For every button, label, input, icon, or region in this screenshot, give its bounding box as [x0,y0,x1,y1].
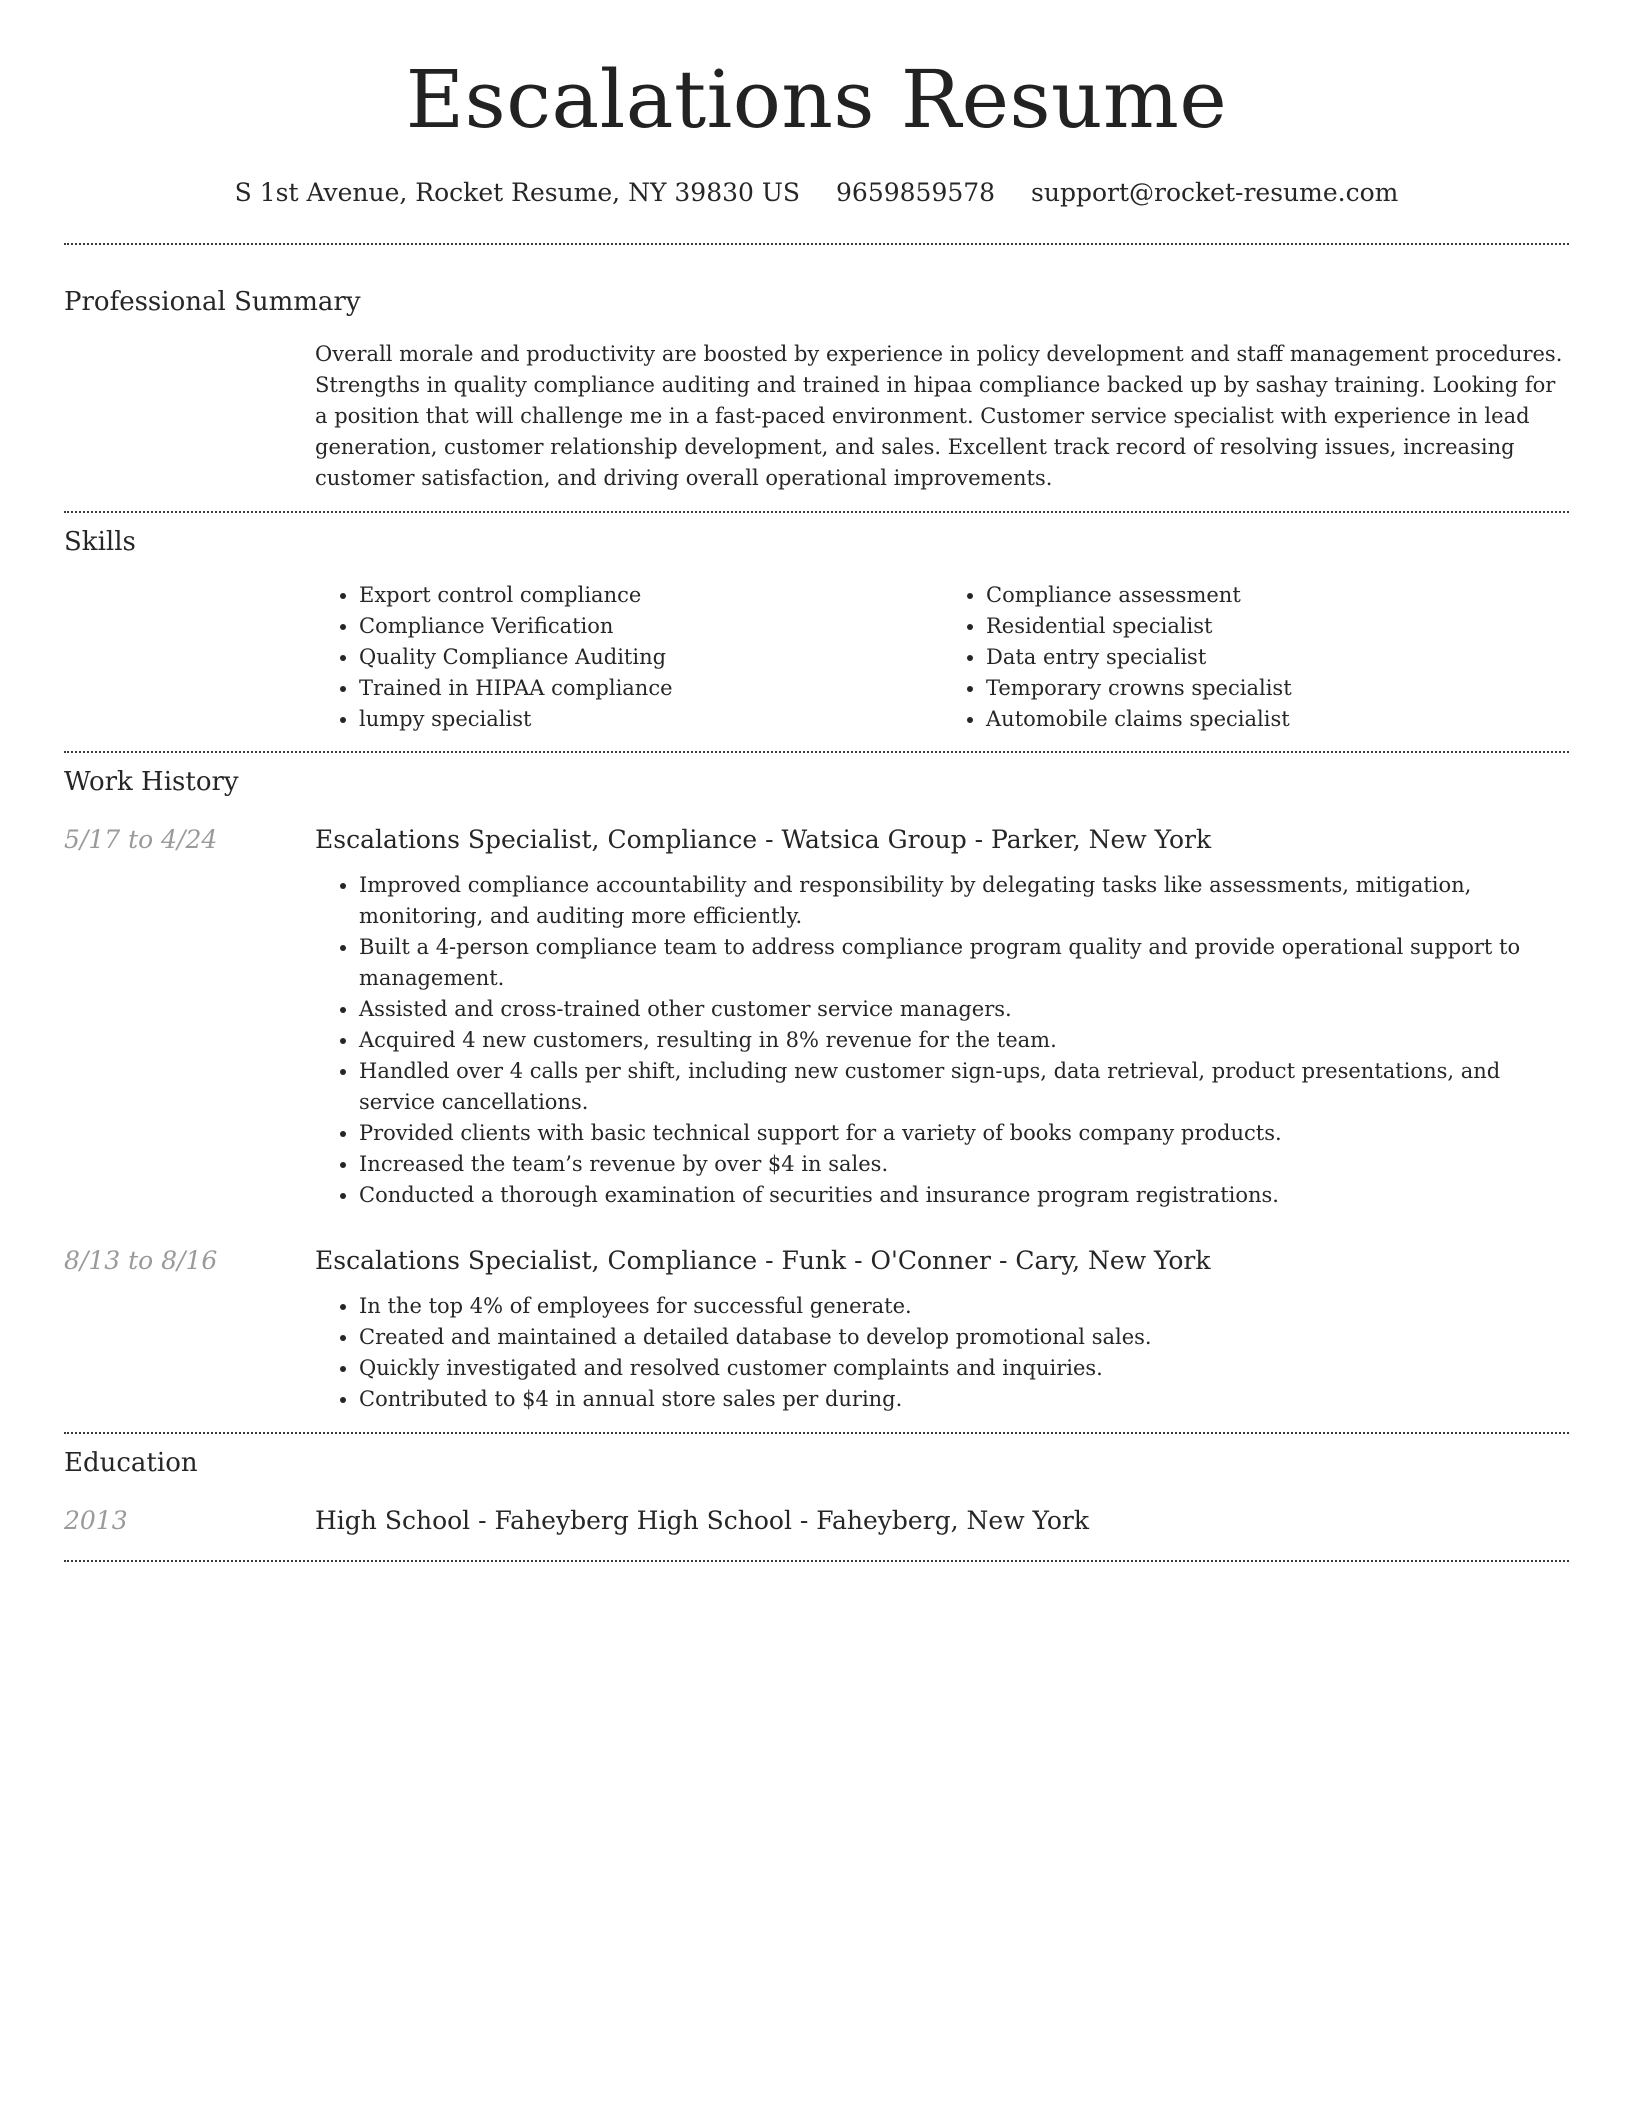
summary-text: Overall morale and productivity are boosted by experience in policy development and staff management procedures. Strengths in quality compliance auditing and trained in hipaa compliance backed up by sashay training. Looking for a position that will challenge me in a fast-paced environment. Customer service specialist with experience in lead generation, customer relationship development, and sales. Excellent track record of resolving issues, increasing customer satisfaction, and driving overall operational improvements. [315,342,1563,490]
resume-page [64,0,1569,1562]
job-dates: 8/13 to 8/16 [64,1246,218,1275]
skills-section [64,525,1569,735]
divider [64,243,1569,245]
skill-item: • Temporary crowns specialist [986,673,1569,704]
job-bullet: • Provided clients with basic technical support for a variety of books company products. [359,1118,1569,1149]
skill-item: • lumpy specialist [359,704,942,735]
job-bullet: • Acquired 4 new customers, resulting in 8% revenue for the team. [359,1025,1569,1056]
job-title: Escalations Specialist, Compliance - Watsica Group - Parker, New York [315,825,1212,854]
job-bullet: • Increased the team’s revenue by over $4 in sales. [359,1149,1569,1180]
divider [64,751,1569,753]
job-bullet: • Contributed to $4 in annual store sales per during. [359,1384,1569,1415]
contact-phone: 9659859578 [836,178,996,207]
job-bullet: • Improved compliance accountability and responsibility by delegating tasks like assessments, mitigation, monitoring, and auditing more efficiently. [359,870,1569,932]
skill-item: • Compliance Verification [359,611,942,642]
skills-list [315,580,1569,735]
work-heading: Work History [64,767,239,797]
job-bullet: • Conducted a thorough examination of securities and insurance program registrations. [359,1180,1569,1211]
education-entry [64,1504,1569,1538]
job-bullet: • In the top 4% of employees for successful generate. [359,1291,1569,1322]
divider [64,1560,1569,1562]
divider [64,511,1569,513]
skill-item: • Data entry specialist [986,642,1569,673]
job-entry [64,823,1569,1211]
summary-section [64,285,1569,494]
job-bullet: • Handled over 4 calls per shift, including new customer sign-ups, data retrieval, product presentations, and service cancellations. [359,1056,1569,1118]
job-bullets [315,1291,1569,1415]
job-bullet: • Assisted and cross-trained other customer service managers. [359,994,1569,1025]
work-section [64,765,1569,1415]
skills-heading: Skills [64,527,136,557]
skills-column-right [942,580,1569,735]
skill-item: • Compliance assessment [986,580,1569,611]
resume-title: Escalations Resume [405,53,1228,146]
contact-address: S 1st Avenue, Rocket Resume, NY 39830 US [234,178,801,207]
contact-line [64,176,1569,210]
skill-item: • Export control compliance [359,580,942,611]
job-bullet: • Built a 4-person compliance team to address compliance program quality and provide operational support to management. [359,932,1569,994]
education-section [64,1446,1569,1538]
job-dates: 5/17 to 4/24 [64,825,218,854]
education-school: High School - Faheyberg High School - Faheyberg, New York [315,1506,1090,1535]
contact-email: support@rocket-resume.com [1031,178,1399,207]
education-heading: Education [64,1448,198,1478]
skill-item: • Residential specialist [986,611,1569,642]
job-title: Escalations Specialist, Compliance - Funk - O'Conner - Cary, New York [315,1246,1211,1275]
skill-item: • Automobile claims specialist [986,704,1569,735]
job-bullets [315,870,1569,1211]
job-header [64,1244,1569,1278]
job-bullet: • Created and maintained a detailed database to develop promotional sales. [359,1322,1569,1353]
skill-item: • Quality Compliance Auditing [359,642,942,673]
skill-item: • Trained in HIPAA compliance [359,673,942,704]
education-year: 2013 [64,1506,128,1535]
job-header [64,823,1569,857]
skills-column-left [315,580,942,735]
job-entry [64,1244,1569,1415]
summary-heading: Professional Summary [64,287,361,317]
job-bullet: • Quickly investigated and resolved customer complaints and inquiries. [359,1353,1569,1384]
divider [64,1432,1569,1434]
